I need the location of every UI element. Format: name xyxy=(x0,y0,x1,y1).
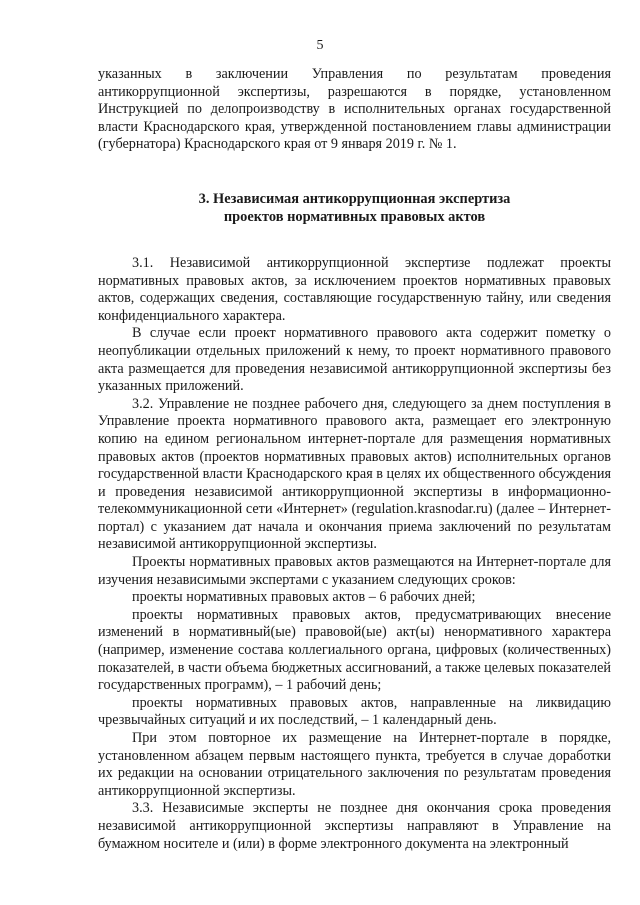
section-heading xyxy=(98,190,611,226)
term-item-general: проекты нормативных правовых актов – 6 рабочих дней; xyxy=(132,589,476,606)
section-heading-line-1: 3. Независимая антикоррупционная экспертиза xyxy=(198,190,511,207)
paragraph-repeated-placement: При этом повторное их размещение на Интернет-портале в порядке, установленном абзацем первым настоящего пункта, требуется в случае доработки их редакции на основании отрицательного заключения по результатам проведения антикоррупционной экспертизы. xyxy=(98,730,611,799)
page-number: 5 xyxy=(316,38,324,53)
paragraph-3-3: 3.3. Независимые эксперты не позднее дня окончания срока проведения независимой антикоррупционной экспертизы направляют в Управление на бумажном носителе и (или) в форме электронного документа на электронный xyxy=(98,800,611,852)
paragraph-unpublished-annexes: В случае если проект нормативного правового акта содержит пометку о неопубликации отдельных приложений к нему, то проект нормативного правового акта размещается для проведения независимой антикоррупционной экспертизы без указанных приложений. xyxy=(98,325,611,395)
paragraph-placement-terms: Проекты нормативных правовых актов размещаются на Интернет-портале для изучения независимыми экспертами с указанием следующих сроков: xyxy=(98,554,611,588)
paragraph-3-1: 3.1. Независимой антикоррупционной экспертизе подлежат проекты нормативных правовых актов, за исключением проектов нормативных правовых актов, содержащих сведения, составляющие государственную тайну, или сведения конфиденциального характера. xyxy=(98,254,611,324)
section-heading-line-2: проектов нормативных правовых актов xyxy=(223,208,486,225)
document-body xyxy=(98,66,611,853)
term-item-amendments: проекты нормативных правовых актов, предусматривающих внесение изменений в нормативный(ые) правовой(ые) акт(ы) ненормативного характера (например, изменение состава коллегиального органа, цифровых (количественных) показателей, в части объема бюджетных ассигнований, а также целевых показателей государственных программ), – 1 рабочий день; xyxy=(98,606,611,694)
paragraph-3-2: 3.2. Управление не позднее рабочего дня, следующего за днем поступления в Управление проекта нормативного правового акта, размещает его электронную копию на едином региональном интернет-портале для размещения нормативных правовых актов (проектов нормативных правовых актов) исполнительных органов государственной власти Краснодарского края в целях их общественного обсуждения и проведения независимой антикоррупционной экспертизы в информационно-телекоммуникационной сети «Интернет» (regulation.krasnodar.ru) (далее – Интернет-портал) с указанием дат начала и окончания приема заключений по результатам независимой антикоррупционной экспертизы. xyxy=(98,395,611,553)
continuation-paragraph: указанных в заключении Управления по результатам проведения антикоррупционной экспертизы, разрешаются в порядке, установленном Инструкцией по делопроизводству в исполнительных органах государственной власти Краснодарского края, утвержденной постановлением главы администрации (губернатора) Краснодарского края от 9 января 2019 г. № 1. xyxy=(98,66,611,153)
term-item-emergency: проекты нормативных правовых актов, направленные на ликвидацию чрезвычайных ситуаций и их последствий, – 1 календарный день. xyxy=(98,694,611,729)
